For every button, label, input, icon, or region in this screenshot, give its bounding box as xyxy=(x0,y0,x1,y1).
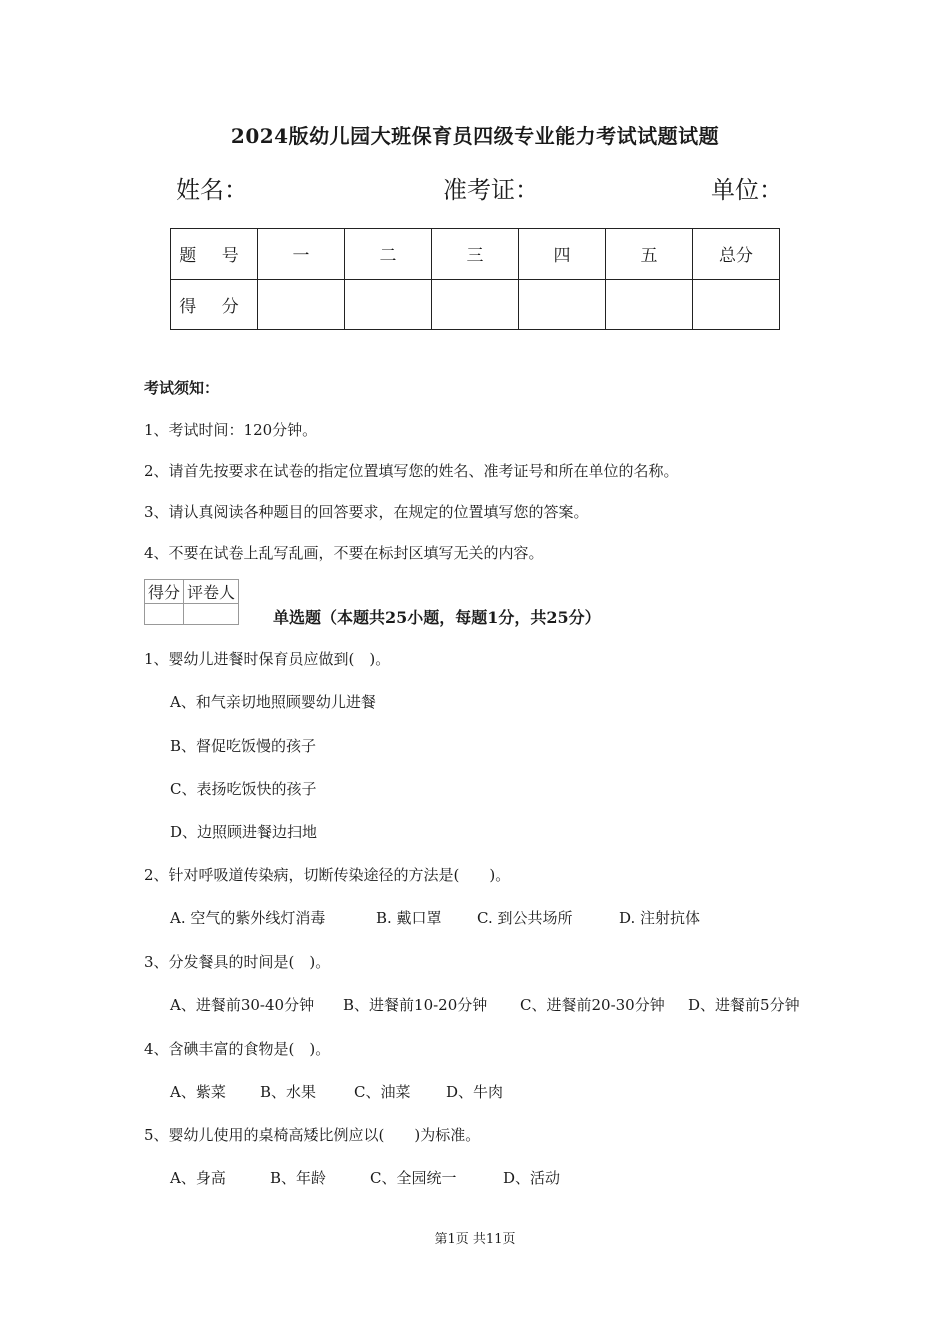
score-cell[interactable] xyxy=(432,279,519,330)
question-option: D、牛肉 xyxy=(446,1083,504,1101)
question-option: C、油菜 xyxy=(354,1083,411,1101)
question-stem: 3、分发餐具的时间是( )。 xyxy=(144,953,331,971)
question-option: D、边照顾进餐边扫地 xyxy=(170,823,318,841)
notice-item: 3、请认真阅读各种题目的回答要求，在规定的位置填写您的答案。 xyxy=(144,503,589,521)
column-header: 四 xyxy=(519,229,606,280)
question-option: D、进餐前5分钟 xyxy=(688,996,800,1014)
score-cell[interactable] xyxy=(606,279,693,330)
exam-id-field-label: 准考证： xyxy=(443,176,539,204)
section-heading: 单选题（本题共25小题，每题1分，共25分） xyxy=(273,608,601,627)
question-option: B、水果 xyxy=(260,1083,317,1101)
question-stem: 5、婴幼儿使用的桌椅高矮比例应以( )为标准。 xyxy=(144,1126,481,1144)
question-stem: 2、针对呼吸道传染病，切断传染途径的方法是( )。 xyxy=(144,866,511,884)
score-table xyxy=(170,228,780,330)
grader-box xyxy=(144,579,239,625)
column-header: 总分 xyxy=(693,229,780,280)
question-options-row xyxy=(170,1081,503,1102)
score-cell[interactable] xyxy=(693,279,780,330)
column-header: 二 xyxy=(345,229,432,280)
score-label: 得 分 xyxy=(171,279,258,330)
question-option: A. 空气的紫外线灯消毒 xyxy=(170,909,326,927)
score-table-score-row xyxy=(171,279,780,330)
notice-item: 1、考试时间：120分钟。 xyxy=(144,421,318,439)
name-field-label: 姓名： xyxy=(176,176,248,204)
question-option: C. 到公共场所 xyxy=(477,909,573,927)
question-option: B、年龄 xyxy=(270,1169,327,1187)
grader-score-cell[interactable] xyxy=(145,604,184,625)
grader-score-label: 得分 xyxy=(145,580,184,604)
question-options-row xyxy=(170,994,800,1015)
column-header: 三 xyxy=(432,229,519,280)
score-table-header-row xyxy=(171,229,780,280)
question-number-label: 题 号 xyxy=(171,229,258,280)
score-cell[interactable] xyxy=(345,279,432,330)
score-cell[interactable] xyxy=(519,279,606,330)
grader-reviewer-cell[interactable] xyxy=(184,604,239,625)
question-stem: 4、含碘丰富的食物是( )。 xyxy=(144,1040,331,1058)
notice-item: 4、不要在试卷上乱写乱画，不要在标封区填写无关的内容。 xyxy=(144,544,544,562)
notice-item: 2、请首先按要求在试卷的指定位置填写您的姓名、准考证号和所在单位的名称。 xyxy=(144,462,679,480)
question-option: C、进餐前20-30分钟 xyxy=(520,996,665,1014)
page-footer: 第1页 共11页 xyxy=(434,1232,516,1247)
question-stem: 1、婴幼儿进餐时保育员应做到( )。 xyxy=(144,650,391,668)
score-cell[interactable] xyxy=(258,279,345,330)
question-option: C、全园统一 xyxy=(370,1169,457,1187)
unit-field-label: 单位： xyxy=(711,176,783,204)
column-header: 一 xyxy=(258,229,345,280)
question-options-row xyxy=(170,1167,560,1188)
question-option: D. 注射抗体 xyxy=(619,909,701,927)
question-option: B. 戴口罩 xyxy=(376,909,442,927)
question-option: A、身高 xyxy=(170,1169,226,1187)
question-option: B、督促吃饭慢的孩子 xyxy=(170,737,317,755)
question-option: A、进餐前30-40分钟 xyxy=(170,996,315,1014)
question-option: C、表扬吃饭快的孩子 xyxy=(170,780,317,798)
question-option: A、紫菜 xyxy=(170,1083,226,1101)
column-header: 五 xyxy=(606,229,693,280)
question-options-row xyxy=(170,907,700,928)
page-title: 2024版幼儿园大班保育员四级专业能力考试试题试题 xyxy=(230,124,720,148)
question-option: A、和气亲切地照顾婴幼儿进餐 xyxy=(170,693,376,711)
notice-heading: 考试须知： xyxy=(144,379,220,397)
question-option: B、进餐前10-20分钟 xyxy=(343,996,488,1014)
grader-reviewer-label: 评卷人 xyxy=(184,580,239,604)
question-option: D、活动 xyxy=(503,1169,561,1187)
